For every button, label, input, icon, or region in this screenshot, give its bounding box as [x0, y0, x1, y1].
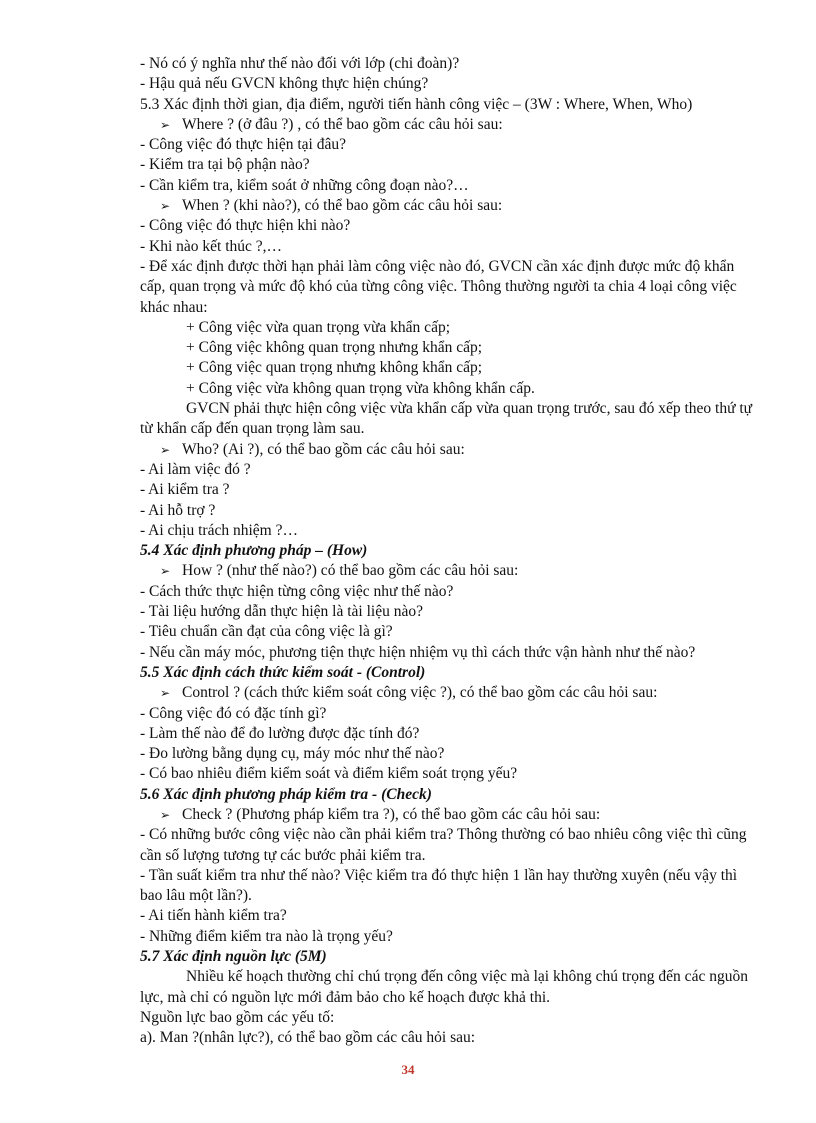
text-line: - Làm thế nào để đo lường được đặc tính đó? [140, 724, 420, 742]
section-heading-5-7: 5.7 Xác định nguồn lực (5M) [140, 948, 327, 966]
list-item: + Công việc không quan trọng nhưng khẩn cấp; [186, 339, 483, 357]
paragraph: - Để xác định được thời hạn phải làm công việc nào đó, GVCN cần xác định được mức độ khẩn cấp, quan trọng và mức độ khó của từng công việc. Thông thường người ta chia 4 loại công việc khác nhau: [140, 257, 737, 316]
arrow-bullet-icon: ➢ [160, 117, 171, 132]
text-line: - Khi nào kết thúc ?,… [140, 237, 283, 255]
text-line: - Ai tiến hành kiểm tra? [140, 907, 287, 925]
text-line: - Tiêu chuẩn cần đạt của công việc là gì? [140, 623, 393, 641]
text-line: - Đo lường bằng dụng cụ, máy móc như thế nào? [140, 745, 445, 763]
bullet-who: ➢ Who? (Ai ?), có thể bao gồm các câu hỏi sau: [140, 440, 760, 460]
paragraph: Nhiều kế hoạch thường chỉ chú trọng đến công việc mà lại không chú trọng đến các nguồn lực, mà chỉ có nguồn lực mới đảm bảo cho kế hoạch được khả thi. [140, 968, 748, 1006]
text-line: - Ai kiểm tra ? [140, 481, 230, 499]
text-line: - Công việc đó thực hiện khi nào? [140, 217, 351, 235]
text-line: - Ai chịu trách nhiệm ?… [140, 521, 298, 539]
arrow-bullet-icon: ➢ [160, 442, 171, 457]
paragraph: GVCN phải thực hiện công việc vừa khẩn cấp vừa quan trọng trước, sau đó xếp theo thứ tự từ khẩn cấp đến quan trọng làm sau. [140, 400, 753, 438]
bullet-where: ➢ Where ? (ở đâu ?) , có thể bao gồm các câu hỏi sau: [140, 115, 760, 135]
text-line: - Ai làm việc đó ? [140, 460, 251, 478]
arrow-bullet-icon: ➢ [160, 199, 171, 214]
text-line: - Nó có ý nghĩa như thế nào đối với lớp (chi đoàn)? [140, 55, 460, 72]
bullet-check: ➢ Check ? (Phương pháp kiểm tra ?), có thể bao gồm các câu hỏi sau: [140, 805, 760, 825]
arrow-bullet-icon: ➢ [160, 807, 171, 822]
list-item: + Công việc vừa không quan trọng vừa không khẩn cấp. [186, 379, 535, 397]
text-line: - Có bao nhiêu điểm kiểm soát và điểm kiểm soát trọng yếu? [140, 765, 518, 783]
text-line: - Kiểm tra tại bộ phận nào? [140, 156, 310, 174]
page-number: 34 [401, 1062, 415, 1077]
bullet-when: ➢ When ? (khi nào?), có thể bao gồm các câu hỏi sau: [140, 196, 760, 216]
section-heading-5-5: 5.5 Xác định cách thức kiểm soát - (Control) [140, 663, 426, 681]
paragraph: - Có những bước công việc nào cần phải kiểm tra? Thông thường có bao nhiêu công việc thì cũng cần số lượng tương tự các bước phải kiểm tra. [140, 826, 747, 864]
text-line: Nguồn lực bao gồm các yếu tố: [140, 1008, 335, 1026]
arrow-bullet-icon: ➢ [160, 564, 171, 579]
text-line: - Những điểm kiểm tra nào là trọng yếu? [140, 927, 393, 945]
section-heading-5-3: 5.3 Xác định thời gian, địa điểm, người tiến hành công việc – (3W : Where, When, Who) [140, 95, 693, 113]
text-line: - Công việc đó thực hiện tại đâu? [140, 136, 346, 154]
list-item: + Công việc quan trọng nhưng không khẩn cấp; [186, 359, 483, 377]
bullet-how: ➢ How ? (như thế nào?) có thể bao gồm các câu hỏi sau: [140, 561, 760, 581]
section-heading-5-4: 5.4 Xác định phương pháp – (How) [140, 542, 368, 560]
text-line: - Cần kiểm tra, kiểm soát ở những công đoạn nào?… [140, 176, 469, 194]
text-line: a). Man ?(nhân lực?), có thể bao gồm các câu hỏi sau: [140, 1029, 476, 1047]
list-item: + Công việc vừa quan trọng vừa khẩn cấp; [186, 318, 450, 336]
page-content [140, 54, 760, 1049]
text-line: - Hậu quả nếu GVCN không thực hiện chúng? [140, 75, 429, 93]
text-line: - Công việc đó có đặc tính gì? [140, 704, 327, 722]
text-line: - Nếu cần máy móc, phương tiện thực hiện nhiệm vụ thì cách thức vận hành như thế nào? [140, 643, 696, 661]
text-line: - Cách thức thực hiện từng công việc như thế nào? [140, 582, 454, 600]
arrow-bullet-icon: ➢ [160, 686, 171, 701]
paragraph: - Tần suất kiểm tra như thế nào? Việc kiểm tra đó thực hiện 1 lần hay thường xuyên (nếu vậy thì bao lâu một lần?). [140, 866, 738, 905]
text-line: - Ai hỗ trợ ? [140, 501, 216, 519]
bullet-control: ➢ Control ? (cách thức kiểm soát công việc ?), có thể bao gồm các câu hỏi sau: [140, 683, 760, 703]
text-line: - Tài liệu hướng dẫn thực hiện là tài liệu nào? [140, 603, 423, 621]
section-heading-5-6: 5.6 Xác định phương pháp kiểm tra - (Check) [140, 785, 432, 803]
